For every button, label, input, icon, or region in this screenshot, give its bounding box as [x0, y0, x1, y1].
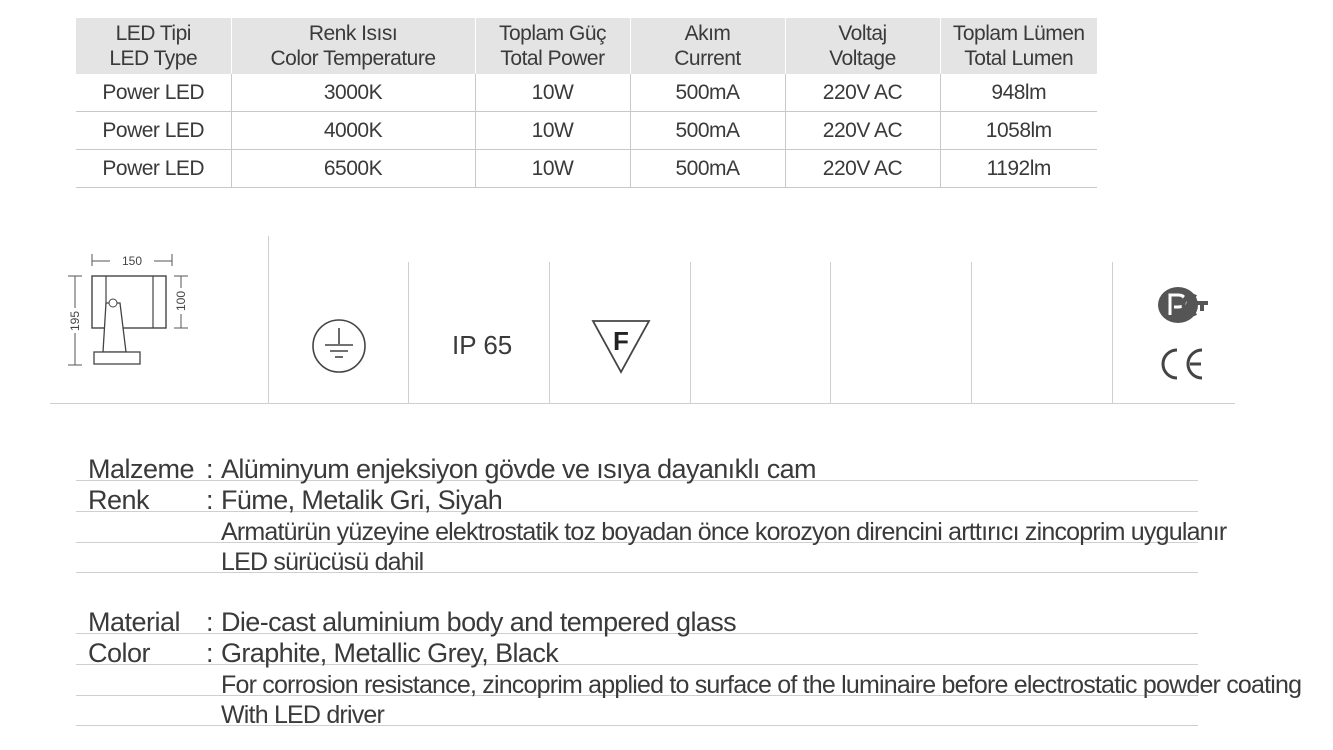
table-cell — [785, 112, 940, 150]
table-cell — [231, 74, 475, 112]
header-total-lumen — [940, 18, 1097, 74]
table-cell — [940, 74, 1097, 112]
header-total-power-tr: Toplam Güç — [498, 22, 607, 45]
note-2-en: With LED driver — [221, 701, 385, 729]
dimension-depth-label: 100 — [174, 290, 188, 312]
cell-text: 10W — [531, 118, 574, 142]
colon: : — [206, 607, 214, 637]
desc-row-note2-en — [76, 695, 1198, 729]
table-cell — [475, 112, 630, 150]
ip-rating-label: IP 65 — [452, 330, 513, 360]
table-header-row — [76, 18, 1097, 74]
cell-text: 10W — [531, 156, 574, 180]
table-row — [76, 150, 1097, 188]
header-color-temperature-tr: Renk Isısı — [308, 22, 398, 45]
color-value-tr: Füme, Metalik Gri, Siyah — [221, 485, 503, 515]
strip-divider — [971, 262, 972, 403]
product-dimension-drawing — [60, 248, 200, 373]
strip-divider — [268, 236, 269, 403]
cell-text: 500mA — [675, 80, 740, 104]
f-mark-icon — [590, 318, 652, 376]
header-led-type — [76, 18, 231, 74]
table-cell — [785, 150, 940, 188]
color-value-en: Graphite, Metallic Grey, Black — [221, 638, 559, 668]
header-current — [630, 18, 785, 74]
earth-ground-icon — [309, 318, 369, 374]
header-total-lumen-en: Total Lumen — [964, 47, 1074, 70]
cell-text: Power LED — [102, 80, 205, 104]
pct-certification-icon — [1156, 285, 1212, 325]
cell-text: 4000K — [323, 118, 383, 142]
cell-text: 948lm — [991, 80, 1047, 104]
desc-row-color-en — [76, 634, 1198, 668]
colon: : — [206, 454, 214, 484]
strip-divider — [830, 262, 831, 403]
table-row — [76, 112, 1097, 150]
header-total-power — [475, 18, 630, 74]
dimension-width-label: 150 — [121, 254, 143, 268]
table-cell — [475, 150, 630, 188]
desc-row-note1-tr — [76, 512, 1227, 546]
desc-row-note1-en — [76, 665, 1302, 699]
table-cell — [630, 150, 785, 188]
table-cell — [475, 74, 630, 112]
header-voltage — [785, 18, 940, 74]
material-label-tr: Malzeme — [88, 454, 195, 484]
header-total-lumen-tr: Toplam Lümen — [952, 22, 1085, 45]
f-mark-letter: F — [613, 326, 629, 356]
material-value-tr: Alüminyum enjeksiyon gövde ve ısıya dayanıklı cam — [221, 454, 816, 484]
note-1-en: For corrosion resistance, zincoprim applied to surface of the luminaire before electrostatic powder coating — [221, 671, 1302, 699]
header-color-temperature-en: Color Temperature — [270, 47, 436, 70]
header-total-power-en: Total Power — [500, 47, 605, 70]
header-current-tr: Akım — [684, 22, 731, 45]
strip-divider — [690, 262, 691, 403]
table-cell — [231, 112, 475, 150]
header-led-type-tr: LED Tipi — [115, 22, 191, 45]
cell-text: 220V AC — [822, 80, 903, 104]
note-2-tr: LED sürücüsü dahil — [221, 548, 424, 576]
table-cell — [231, 150, 475, 188]
strip-divider — [549, 262, 550, 403]
strip-divider — [408, 262, 409, 403]
dimension-height-label: 195 — [68, 310, 82, 332]
header-voltage-tr: Voltaj — [838, 22, 887, 45]
table-cell — [630, 112, 785, 150]
cell-text: 500mA — [675, 118, 740, 142]
cell-text: 1058lm — [985, 118, 1052, 142]
colon: : — [206, 638, 214, 668]
cell-text: 500mA — [675, 156, 740, 180]
table-cell — [76, 112, 231, 150]
cell-text: Power LED — [102, 156, 205, 180]
header-voltage-en: Voltage — [829, 47, 896, 70]
table-cell — [785, 74, 940, 112]
cell-text: 3000K — [323, 80, 383, 104]
cell-text: Power LED — [102, 118, 205, 142]
note-1-tr: Armatürün yüzeyine elektrostatik toz boyadan önce korozyon direncini arttırıcı zincoprim uygulanır — [221, 518, 1227, 546]
table-cell — [940, 112, 1097, 150]
material-value-en: Die-cast aluminium body and tempered glass — [221, 607, 737, 637]
desc-row-material-en — [76, 603, 1198, 637]
ce-certification-icon — [1158, 346, 1206, 382]
spec-table — [76, 18, 1097, 188]
header-current-en: Current — [674, 47, 741, 70]
desc-row-color-tr — [76, 481, 1198, 515]
cell-text: 1192lm — [986, 156, 1051, 180]
cell-text: 220V AC — [822, 118, 903, 142]
color-label-tr: Renk — [88, 485, 150, 515]
color-label-en: Color — [88, 638, 151, 668]
desc-row-material-tr — [76, 450, 1198, 484]
cell-text: 6500K — [323, 156, 383, 180]
strip-divider — [1112, 262, 1113, 403]
table-cell — [940, 150, 1097, 188]
table-row — [76, 74, 1097, 112]
colon: : — [206, 485, 214, 515]
header-led-type-en: LED Type — [109, 47, 198, 70]
desc-row-note2-tr — [76, 542, 1198, 576]
table-cell — [630, 74, 785, 112]
header-color-temperature — [231, 18, 475, 74]
cell-text: 10W — [531, 80, 574, 104]
table-cell — [76, 150, 231, 188]
material-label-en: Material — [88, 607, 181, 637]
table-cell — [76, 74, 231, 112]
cell-text: 220V AC — [822, 156, 903, 180]
